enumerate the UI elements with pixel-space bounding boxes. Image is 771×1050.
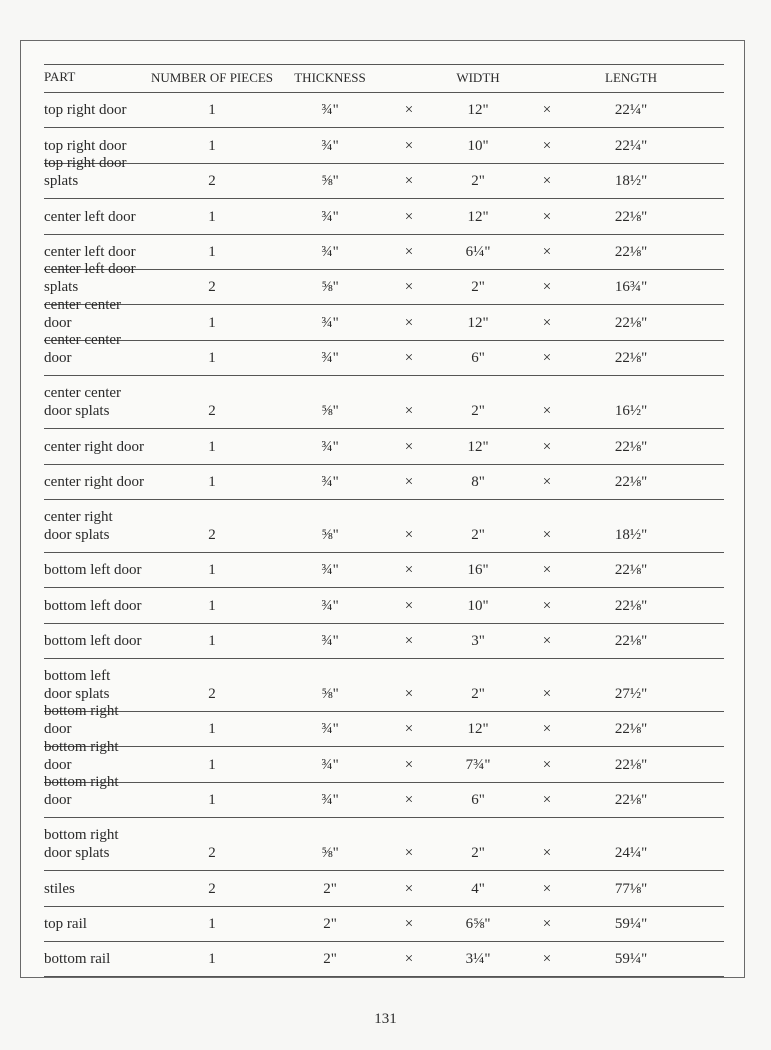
times-symbol: × — [404, 350, 414, 367]
cell-part-line1: center right — [44, 508, 113, 525]
cell-length: 59¼" — [614, 916, 648, 933]
times-symbol: × — [542, 686, 552, 703]
times-symbol: × — [404, 279, 414, 296]
table-row — [44, 332, 724, 376]
table-row — [44, 624, 724, 659]
cell-thickness: 2" — [323, 916, 337, 933]
cell-width: 12" — [467, 102, 489, 119]
cell-part — [44, 331, 149, 367]
cell-width: 2" — [471, 403, 485, 420]
cell-thickness: ¾" — [321, 208, 339, 225]
cell-length: 77⅛" — [614, 880, 648, 897]
times-symbol: × — [404, 243, 414, 260]
cell-part-line1: center center — [44, 385, 122, 402]
cell-part-line1: bottom left door — [44, 562, 142, 579]
cell-width: 3" — [471, 633, 485, 650]
cell-thickness: 2" — [323, 951, 337, 968]
cell-part-line2: door splats — [44, 526, 110, 543]
cell-length: 22¼" — [614, 137, 648, 154]
cell-pieces: 1 — [208, 597, 216, 614]
times-symbol: × — [542, 526, 552, 543]
cell-part-line1: top right door splats — [44, 155, 127, 190]
cell-pieces: 2 — [208, 526, 216, 543]
cell-thickness: ¾" — [321, 792, 339, 809]
cell-part — [44, 702, 149, 738]
cell-length: 27½" — [614, 686, 648, 703]
cell-pieces: 1 — [208, 562, 216, 579]
times-symbol: × — [542, 350, 552, 367]
times-symbol: × — [542, 880, 552, 897]
table-frame — [20, 40, 745, 978]
cell-part — [44, 597, 149, 615]
cell-part — [44, 137, 149, 155]
table-row — [44, 500, 724, 553]
times-symbol: × — [542, 102, 552, 119]
header-width: WIDTH — [456, 70, 500, 85]
cell-length: 22⅛" — [614, 438, 648, 455]
cell-pieces: 2 — [208, 173, 216, 190]
cell-part-line1: bottom rail — [44, 951, 111, 968]
cell-part-line1: center left door — [44, 243, 136, 260]
cell-part — [44, 208, 149, 226]
cell-length: 59¼" — [614, 951, 648, 968]
cell-thickness: ¾" — [321, 633, 339, 650]
cell-part — [44, 773, 149, 809]
cell-part-line1: center right door — [44, 438, 144, 455]
cell-part — [44, 915, 149, 933]
cell-pieces: 1 — [208, 473, 216, 490]
cell-part-line1: bottom right door — [44, 738, 119, 773]
table-row — [44, 774, 724, 818]
times-symbol: × — [404, 102, 414, 119]
times-symbol: × — [542, 845, 552, 862]
cell-thickness: ¾" — [321, 137, 339, 154]
cell-part-line1: bottom left door — [44, 597, 142, 614]
table-header-row — [44, 65, 724, 93]
cell-thickness: ⅝" — [321, 173, 339, 190]
cell-pieces: 1 — [208, 350, 216, 367]
cell-length: 22⅛" — [614, 633, 648, 650]
times-symbol: × — [404, 473, 414, 490]
cell-part-line1: bottom right door — [44, 703, 119, 738]
cell-pieces: 2 — [208, 403, 216, 420]
cell-width: 10" — [467, 597, 489, 614]
cell-thickness: 2" — [323, 880, 337, 897]
cell-part-line1: center right door — [44, 473, 144, 490]
cell-part-line1: center left door splats — [44, 261, 136, 296]
cell-width: 16" — [467, 562, 489, 579]
times-symbol: × — [542, 473, 552, 490]
header-thickness: THICKNESS — [294, 70, 366, 85]
times-symbol: × — [404, 208, 414, 225]
cell-part-line1: center center door — [44, 296, 122, 331]
times-symbol: × — [404, 597, 414, 614]
cell-thickness: ¾" — [321, 562, 339, 579]
times-symbol: × — [542, 792, 552, 809]
cell-pieces: 2 — [208, 279, 216, 296]
times-symbol: × — [404, 686, 414, 703]
cell-pieces: 2 — [208, 845, 216, 862]
cell-part — [44, 260, 149, 296]
cell-length: 22⅛" — [614, 721, 648, 738]
cell-part-line1: bottom left — [44, 668, 111, 685]
table-row — [44, 907, 724, 942]
times-symbol: × — [404, 633, 414, 650]
cell-part-line1: bottom right door — [44, 774, 119, 809]
times-symbol: × — [542, 721, 552, 738]
table-row — [44, 93, 724, 128]
times-symbol: × — [404, 314, 414, 331]
cell-part-line1: top rail — [44, 916, 87, 933]
cell-width: 6⅝" — [465, 916, 491, 933]
times-symbol: × — [404, 526, 414, 543]
times-symbol: × — [542, 951, 552, 968]
cell-thickness: ⅝" — [321, 845, 339, 862]
cell-part — [44, 950, 149, 968]
cell-pieces: 1 — [208, 721, 216, 738]
cell-part — [44, 508, 149, 544]
cell-part — [44, 154, 149, 190]
table-row — [44, 818, 724, 871]
cell-thickness: ⅝" — [321, 686, 339, 703]
times-symbol: × — [542, 438, 552, 455]
cell-width: 6" — [471, 792, 485, 809]
cell-pieces: 1 — [208, 916, 216, 933]
times-symbol: × — [404, 137, 414, 154]
times-symbol: × — [542, 279, 552, 296]
times-symbol: × — [542, 562, 552, 579]
cell-length: 16½" — [614, 403, 648, 420]
cell-length: 18½" — [614, 526, 648, 543]
cell-part — [44, 296, 149, 332]
cell-part-line1: stiles — [44, 880, 75, 897]
cell-width: 6" — [471, 350, 485, 367]
cell-width: 12" — [467, 208, 489, 225]
cell-width: 7¾" — [465, 756, 491, 773]
cell-width: 4" — [471, 880, 485, 897]
cell-thickness: ¾" — [321, 314, 339, 331]
times-symbol: × — [404, 562, 414, 579]
cell-part — [44, 101, 149, 119]
cell-length: 22⅛" — [614, 562, 648, 579]
cell-width: 12" — [467, 314, 489, 331]
cell-part-line1: center center door — [44, 332, 122, 367]
header-length: LENGTH — [605, 70, 657, 85]
page-number: 131 — [374, 1011, 397, 1027]
cell-thickness: ¾" — [321, 721, 339, 738]
times-symbol: × — [542, 208, 552, 225]
times-symbol: × — [542, 314, 552, 331]
cell-pieces: 1 — [208, 756, 216, 773]
cell-part-line1: bottom left door — [44, 633, 142, 650]
table-row — [44, 199, 724, 234]
cell-width: 6¼" — [465, 243, 491, 260]
cell-pieces: 1 — [208, 102, 216, 119]
cut-list-table — [44, 64, 724, 977]
cell-length: 24¼" — [614, 845, 648, 862]
cell-pieces: 1 — [208, 438, 216, 455]
times-symbol: × — [542, 173, 552, 190]
cell-width: 10" — [467, 137, 489, 154]
cell-width: 2" — [471, 845, 485, 862]
times-symbol: × — [404, 756, 414, 773]
cell-part-line2: door splats — [44, 403, 110, 420]
cell-thickness: ¾" — [321, 243, 339, 260]
cell-part — [44, 632, 149, 650]
cell-pieces: 1 — [208, 208, 216, 225]
cell-width: 8" — [471, 473, 485, 490]
cell-length: 22⅛" — [614, 792, 648, 809]
times-symbol: × — [542, 633, 552, 650]
table-row — [44, 465, 724, 500]
cell-thickness: ¾" — [321, 473, 339, 490]
cell-thickness: ¾" — [321, 350, 339, 367]
cell-part — [44, 243, 149, 261]
times-symbol: × — [404, 438, 414, 455]
cell-length: 16¾" — [614, 279, 648, 296]
cell-part — [44, 561, 149, 579]
cell-pieces: 2 — [208, 880, 216, 897]
cell-length: 22⅛" — [614, 350, 648, 367]
cell-part — [44, 384, 149, 420]
cell-length: 22¼" — [614, 102, 648, 119]
header-part: PART — [44, 69, 76, 84]
cell-part — [44, 880, 149, 898]
cell-part-line1: top right door — [44, 137, 127, 154]
table-row — [44, 155, 724, 199]
cell-part — [44, 438, 149, 456]
cell-thickness: ⅝" — [321, 403, 339, 420]
times-symbol: × — [404, 792, 414, 809]
cell-length: 18½" — [614, 173, 648, 190]
cell-width: 12" — [467, 721, 489, 738]
cell-pieces: 1 — [208, 792, 216, 809]
table-row — [44, 429, 724, 464]
cell-pieces: 1 — [208, 633, 216, 650]
cell-length: 22⅛" — [614, 473, 648, 490]
cell-pieces: 1 — [208, 951, 216, 968]
times-symbol: × — [404, 951, 414, 968]
cell-width: 2" — [471, 279, 485, 296]
cell-thickness: ⅝" — [321, 526, 339, 543]
cell-width: 3¼" — [465, 951, 491, 968]
header-pieces: NUMBER OF PIECES — [150, 70, 274, 85]
times-symbol: × — [404, 880, 414, 897]
table-body — [44, 93, 724, 977]
cell-part-line1: top right door — [44, 102, 127, 119]
table-row — [44, 553, 724, 588]
table-row — [44, 871, 724, 906]
cell-thickness: ¾" — [321, 438, 339, 455]
cell-thickness: ¾" — [321, 597, 339, 614]
cell-length: 22⅛" — [614, 314, 648, 331]
cell-thickness: ¾" — [321, 102, 339, 119]
cell-width: 2" — [471, 173, 485, 190]
cell-length: 22⅛" — [614, 243, 648, 260]
cell-part-line1: center left door — [44, 208, 136, 225]
table-row — [44, 588, 724, 623]
times-symbol: × — [404, 173, 414, 190]
table-row — [44, 942, 724, 977]
times-symbol: × — [542, 597, 552, 614]
table-row — [44, 376, 724, 429]
cell-length: 22⅛" — [614, 756, 648, 773]
cell-part — [44, 738, 149, 774]
cell-length: 22⅛" — [614, 208, 648, 225]
times-symbol: × — [404, 845, 414, 862]
cell-part — [44, 473, 149, 491]
times-symbol: × — [542, 243, 552, 260]
cell-thickness: ¾" — [321, 756, 339, 773]
cell-part — [44, 667, 149, 703]
cell-pieces: 1 — [208, 137, 216, 154]
times-symbol: × — [542, 137, 552, 154]
cell-pieces: 2 — [208, 686, 216, 703]
cell-part-line2: door splats — [44, 686, 110, 703]
cell-width: 12" — [467, 438, 489, 455]
times-symbol: × — [404, 916, 414, 933]
cell-length: 22⅛" — [614, 597, 648, 614]
times-symbol: × — [542, 756, 552, 773]
cell-part — [44, 826, 149, 862]
times-symbol: × — [404, 403, 414, 420]
cell-pieces: 1 — [208, 243, 216, 260]
times-symbol: × — [542, 403, 552, 420]
cell-part-line1: bottom right — [44, 827, 119, 844]
cell-part-line2: door splats — [44, 845, 110, 862]
times-symbol: × — [404, 721, 414, 738]
cell-thickness: ⅝" — [321, 279, 339, 296]
cell-width: 2" — [471, 526, 485, 543]
cell-pieces: 1 — [208, 314, 216, 331]
cell-width: 2" — [471, 686, 485, 703]
times-symbol: × — [542, 916, 552, 933]
